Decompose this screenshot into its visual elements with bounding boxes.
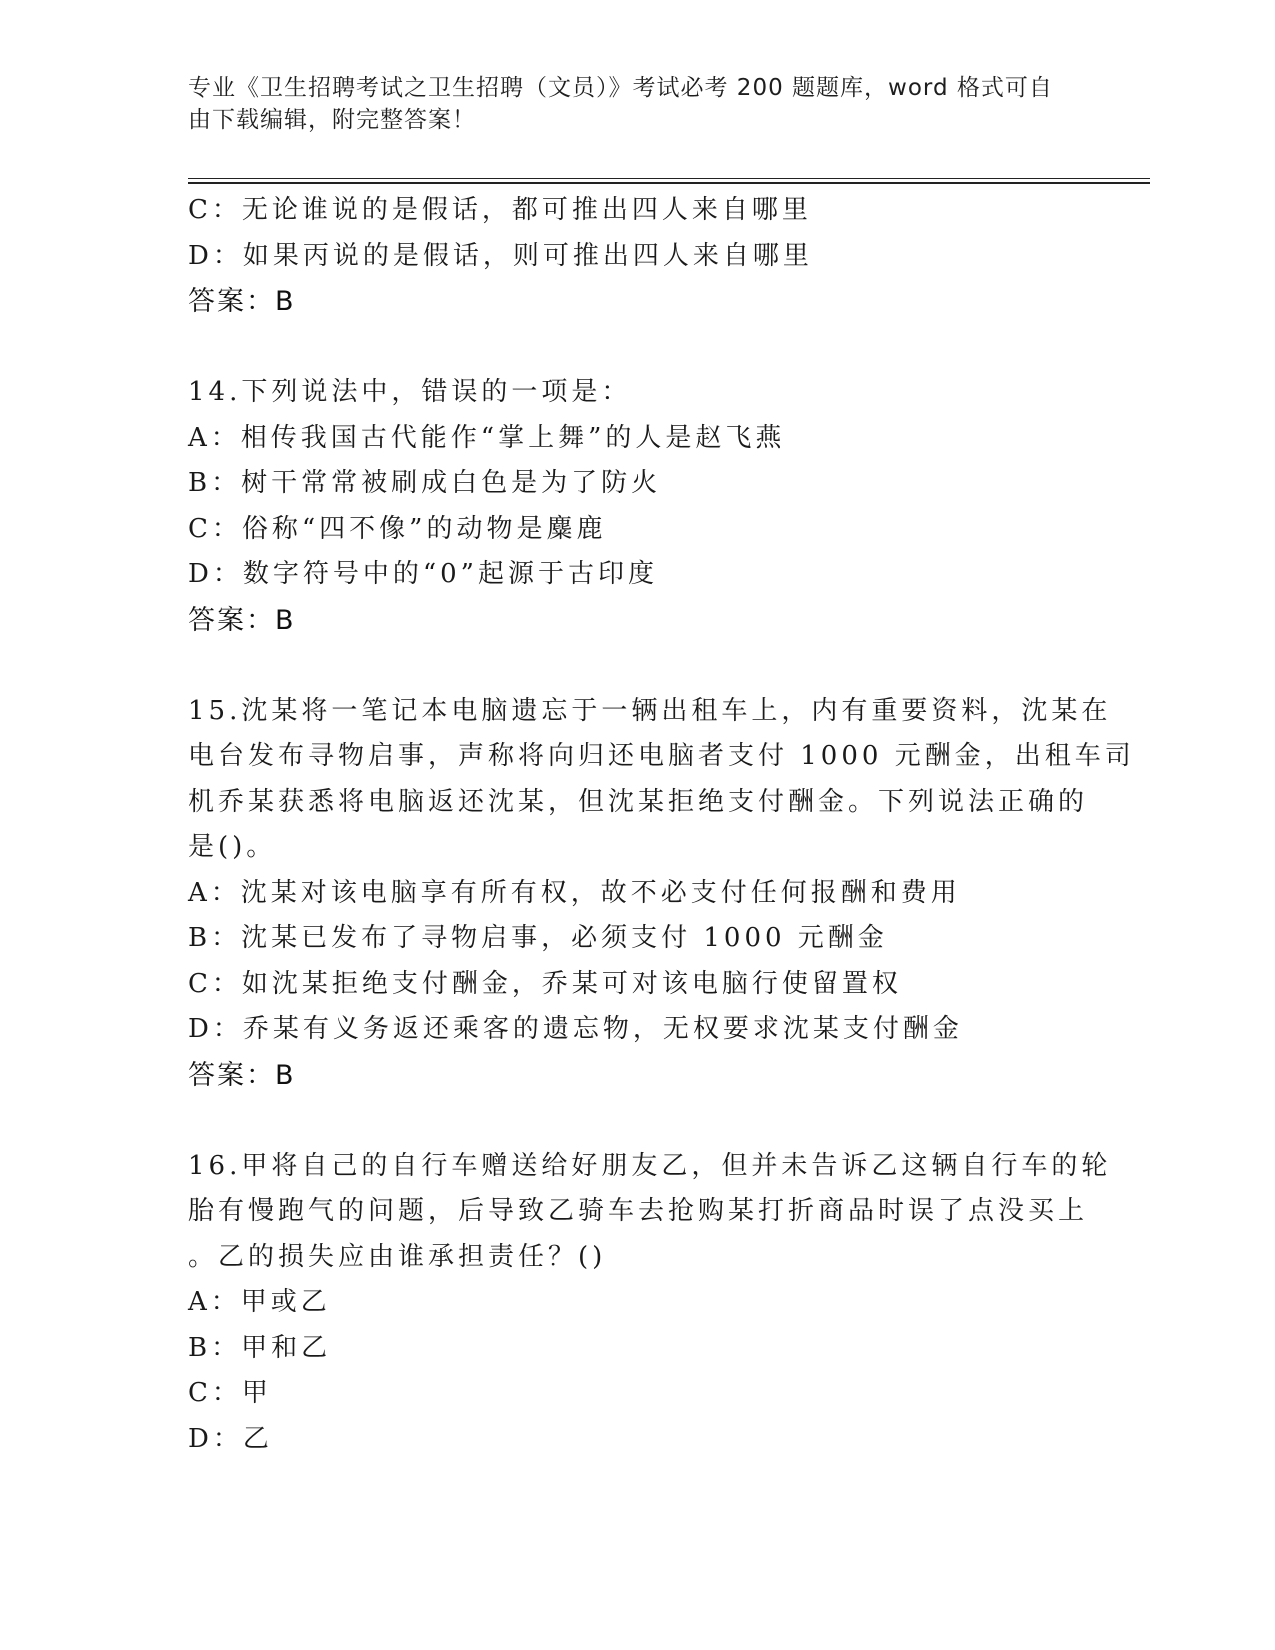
q15-option-b: B：沈某已发布了寻物启事，必须支付 1000 元酬金 bbox=[188, 923, 888, 953]
header-divider-thin bbox=[188, 178, 1150, 179]
q15-answer: 答案：B bbox=[188, 1059, 296, 1091]
q15-option-a: A：沈某对该电脑享有所有权，故不必支付任何报酬和费用 bbox=[188, 877, 961, 908]
q14-option-d: D：数字符号中的“0”起源于古印度 bbox=[188, 559, 658, 589]
spacer bbox=[188, 643, 1088, 689]
q15-stem-line-3: 机乔某获悉将电脑返还沈某，但沈某拒绝支付酬金。下列说法正确的 bbox=[188, 786, 1089, 817]
question-13-tail bbox=[188, 188, 1088, 325]
q13-answer: 答案：B bbox=[188, 286, 296, 317]
header-line-2: 由下载编辑，附完整答案！ bbox=[188, 107, 476, 133]
q13-option-d: D：如果丙说的是假话，则可推出四人来自哪里 bbox=[188, 240, 813, 271]
q15-stem-line-4: 是()。 bbox=[188, 832, 277, 862]
question-14 bbox=[188, 370, 1088, 643]
q16-option-a: A：甲或乙 bbox=[188, 1287, 331, 1317]
q16-option-b: B：甲和乙 bbox=[188, 1332, 332, 1363]
spacer bbox=[188, 325, 1088, 371]
q15-stem-line-2: 电台发布寻物启事，声称将向归还电脑者支付 1000 元酬金，出租车司 bbox=[188, 741, 1135, 771]
header-divider-thick bbox=[188, 182, 1150, 184]
q14-option-a: A：相传我国古代能作“掌上舞”的人是赵飞燕 bbox=[188, 422, 786, 453]
q15-option-d: D：乔某有义务返还乘客的遗忘物，无权要求沈某支付酬金 bbox=[188, 1014, 963, 1044]
spacer bbox=[188, 1098, 1088, 1144]
q15-option-c: C：如沈某拒绝支付酬金，乔某可对该电脑行使留置权 bbox=[188, 968, 902, 999]
q15-stem-line-1: 15.沈某将一笔记本电脑遗忘于一辆出租车上，内有重要资料，沈某在 bbox=[188, 695, 1112, 726]
question-list bbox=[188, 188, 1135, 1462]
document-header bbox=[188, 72, 1078, 136]
q13-option-c: C：无论谁说的是假话，都可推出四人来自哪里 bbox=[188, 195, 812, 225]
question-15 bbox=[188, 689, 1135, 1099]
q14-option-c: C：俗称“四不像”的动物是麋鹿 bbox=[188, 513, 607, 544]
q14-answer: 答案：B bbox=[188, 604, 296, 636]
q16-stem-line-1: 16.甲将自己的自行车赠送给好朋友乙，但并未告诉乙这辆自行车的轮 bbox=[188, 1150, 1112, 1181]
q16-option-c: C：甲 bbox=[188, 1378, 272, 1408]
q14-option-b: B：树干常常被刷成白色是为了防火 bbox=[188, 468, 662, 498]
header-line-1: 专业《卫生招聘考试之卫生招聘（文员）》考试必考 200 题题库，word 格式可自 bbox=[188, 75, 1053, 101]
question-16 bbox=[188, 1144, 1112, 1463]
q16-option-d: D：乙 bbox=[188, 1423, 273, 1454]
q16-stem-line-3: 。乙的损失应由谁承担责任？() bbox=[188, 1241, 607, 1272]
q16-stem-line-2: 胎有慢跑气的问题，后导致乙骑车去抢购某打折商品时误了点没买上 bbox=[188, 1196, 1089, 1226]
q14-stem: 14.下列说法中，错误的一项是： bbox=[188, 377, 632, 407]
